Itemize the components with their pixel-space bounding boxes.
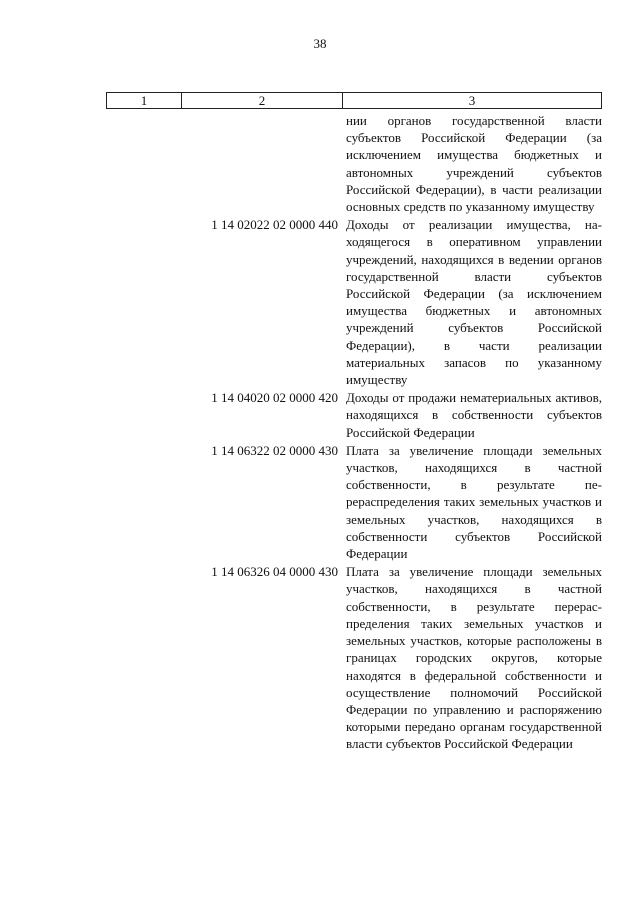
empty-cell	[106, 442, 181, 562]
budget-code: 1 14 04020 02 0000 420	[211, 390, 338, 406]
income-description: Доходы от продажи нематериальных активов, находящихся в собственности субъектов Российской Федерации	[346, 390, 602, 440]
table-row	[106, 112, 602, 215]
income-description: нии органов государственной власти субъектов Российской Федерации (за исключением имущества бюджетных и автономных учреждений субъектов Российской Федерации), в части реализации основных средств по указанному имуществу	[346, 113, 602, 215]
page-number: 38	[313, 36, 327, 51]
empty-cell	[106, 563, 181, 752]
table-header	[106, 92, 602, 109]
table-row	[106, 389, 602, 441]
empty-cell	[106, 216, 181, 388]
column-header-3: 3	[468, 92, 476, 108]
income-description: Плата за увеличение площади земельных участков, находящихся в частной собственности, в результате перераспределения таких земельных участков и земельных участков, находящихся в собственности субъектов Российской Федерации	[346, 442, 602, 562]
budget-code: 1 14 02022 02 0000 440	[211, 217, 338, 233]
column-header-1: 1	[107, 93, 182, 108]
income-description: Плата за увеличение площади земельных участков, находящихся в частной собственности, в результате перераспределения таких земельных участков и земельных участков, которые расположены в границах городских округов, которые находятся в федеральной собственности и осуществление полномочий Российской Федерации по управлению и распоряжению которыми передано органам государственной власти субъектов Российской Федерации	[346, 564, 602, 752]
table-row	[106, 216, 602, 388]
budget-code: 1 14 06322 02 0000 430	[211, 442, 338, 458]
column-header-2: 2	[182, 93, 343, 108]
table-row	[106, 563, 602, 752]
table-body	[106, 112, 602, 754]
table-row	[106, 442, 602, 562]
budget-code: 1 14 06326 04 0000 430	[211, 564, 338, 580]
empty-cell	[106, 389, 181, 441]
budget-code	[181, 112, 342, 215]
income-description: Доходы от реализации имущества, находящегося в оперативном управлении учреждений, находящихся в ведении органов государственной власти субъектов Российской Федерации (за исключением имущества бюджетных и автономных учреждений субъектов Российской Федерации), в части реализации материальных запасов по указанному имуществу	[346, 217, 602, 388]
empty-cell	[106, 112, 181, 215]
